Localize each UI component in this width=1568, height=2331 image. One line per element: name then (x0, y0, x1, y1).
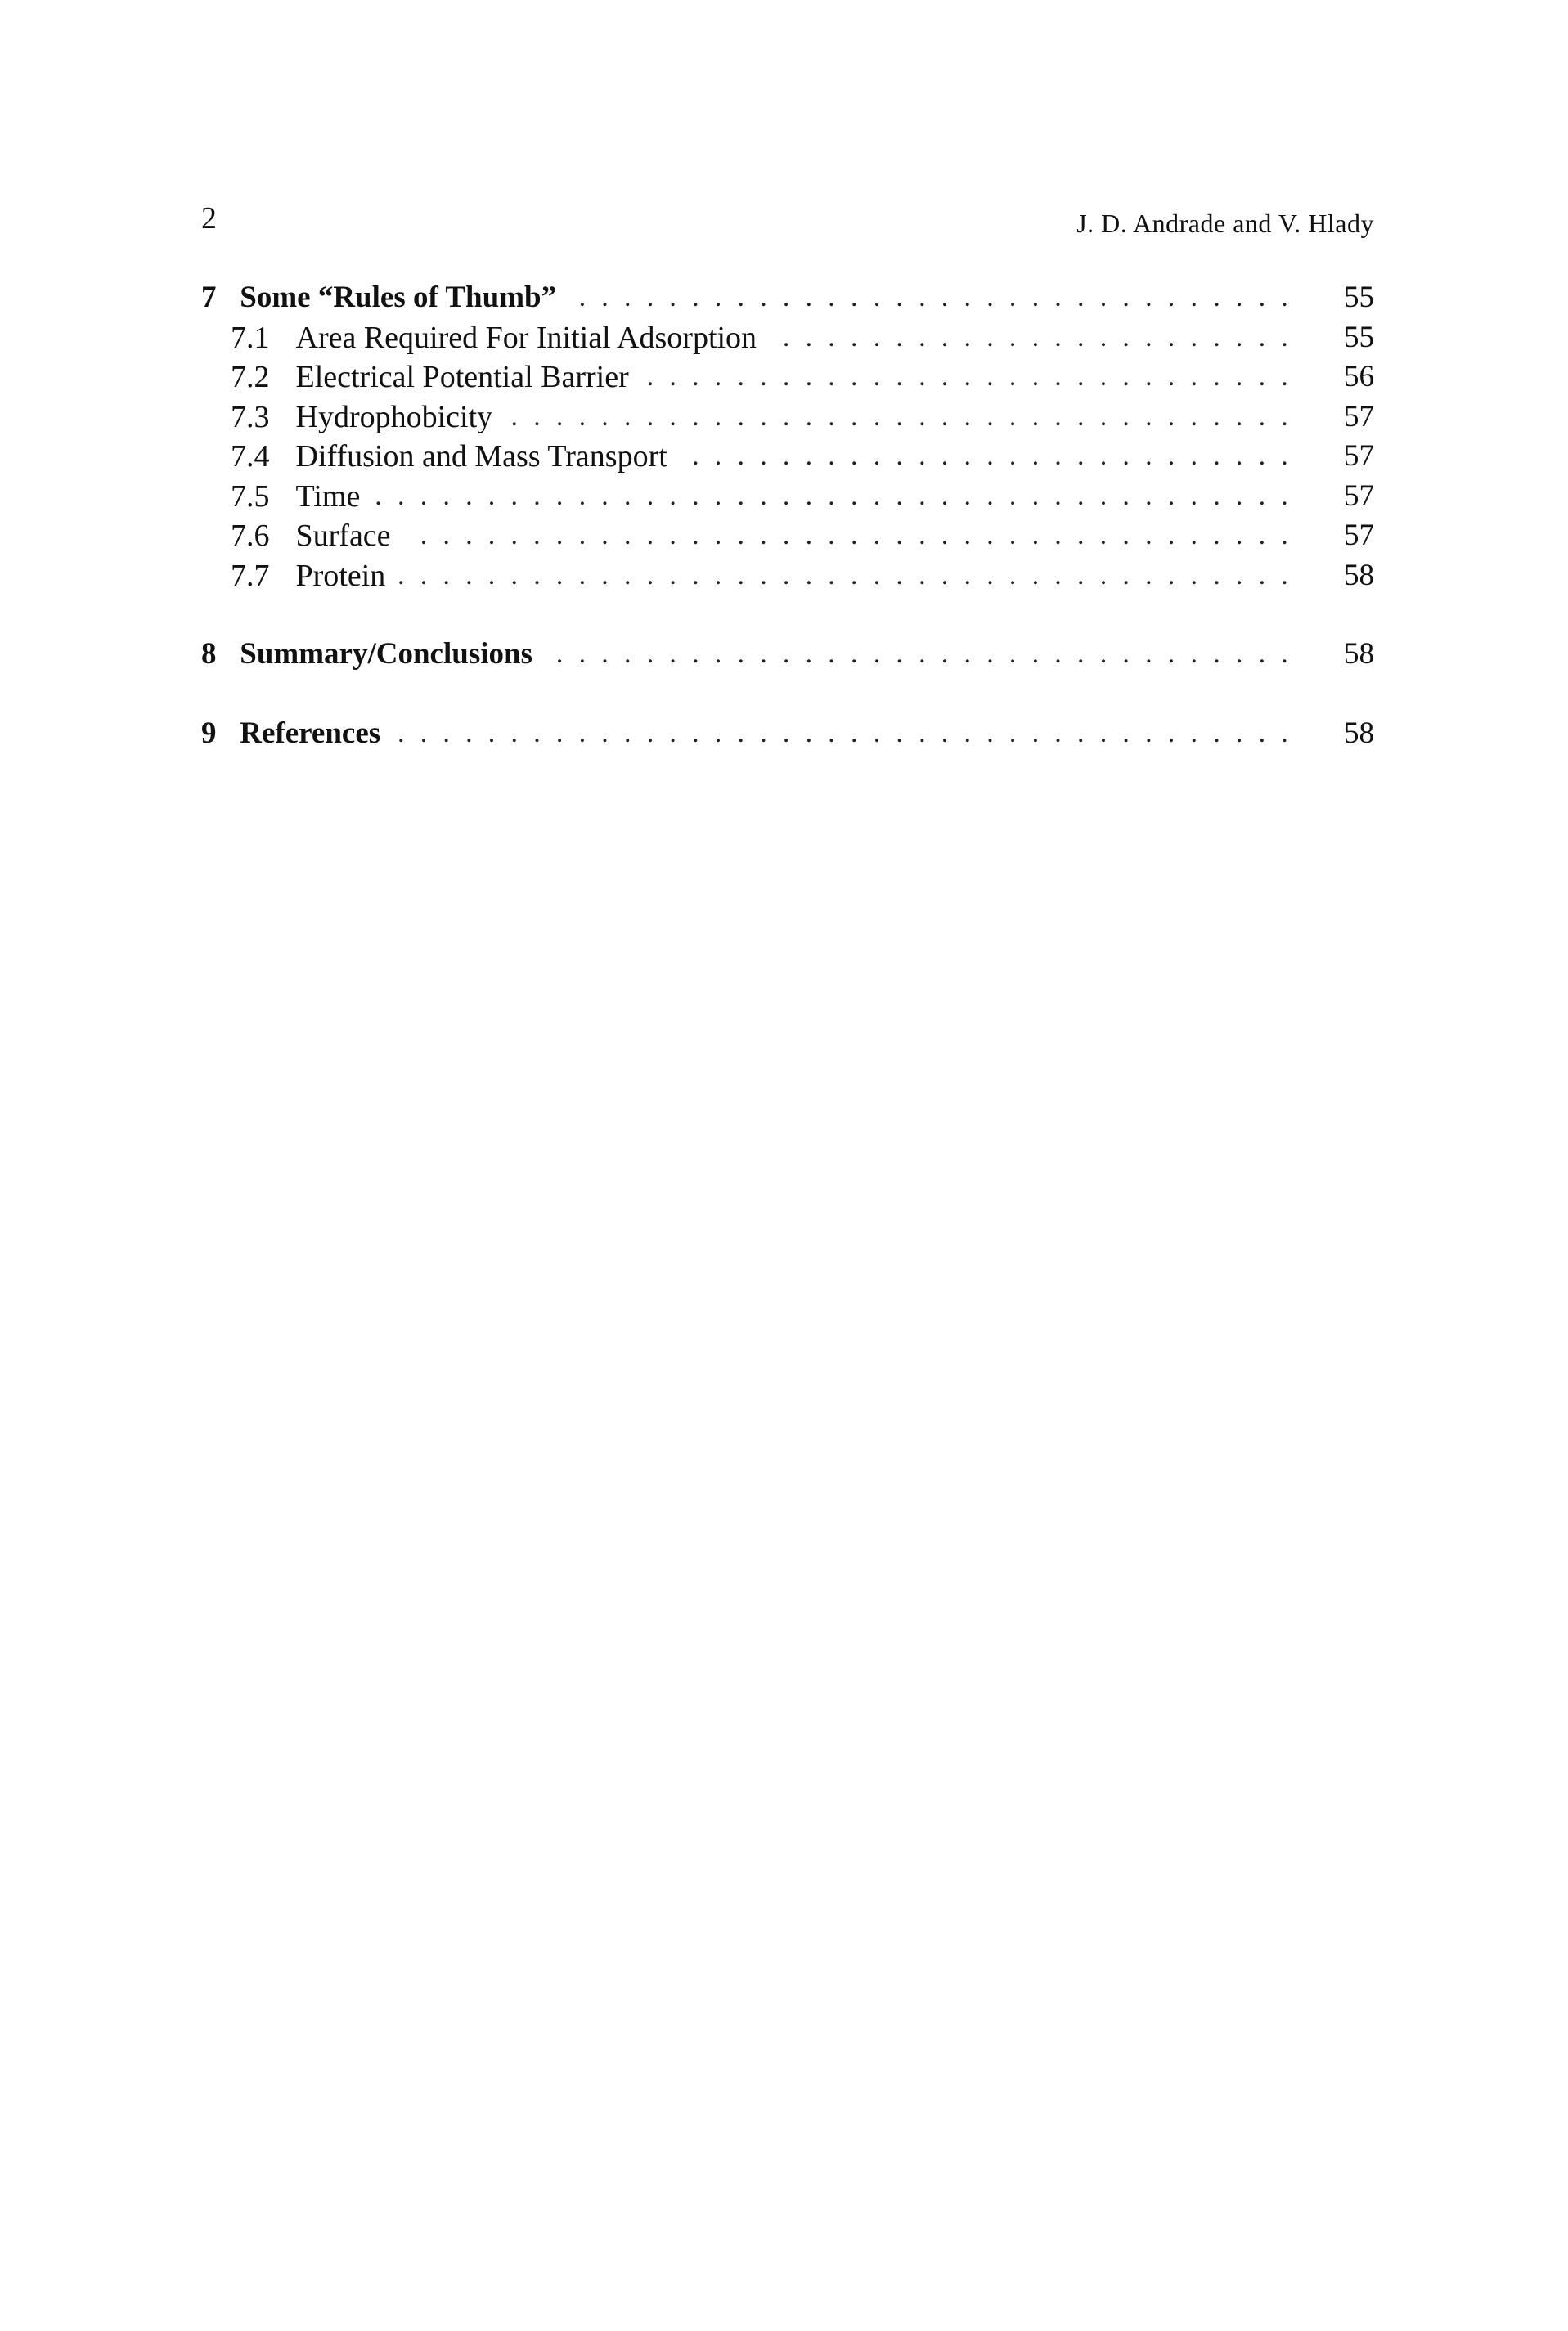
toc-page-number: 56 (1344, 360, 1374, 393)
page-header (201, 198, 1374, 239)
toc-page-number: 58 (1344, 637, 1374, 671)
toc-subsection-title: Area Required For Initial Adsorption (295, 320, 757, 355)
toc-subsection-7-6 (201, 516, 1374, 556)
toc-page-number: 58 (1344, 716, 1374, 750)
toc-subsection-title: Protein (295, 558, 386, 593)
toc-section-number: 9 (201, 716, 217, 750)
toc-section-title: Summary/Conclusions (240, 637, 532, 671)
toc-section-title: Some “Rules of Thumb” (240, 281, 557, 314)
toc-page-number: 57 (1344, 519, 1374, 552)
toc-subsection-7-3 (201, 397, 1374, 438)
toc-subsection-number: 7.3 (231, 399, 270, 434)
toc-subsection-number: 7.5 (231, 478, 270, 514)
toc-subsection-title: Electrical Potential Barrier (295, 360, 629, 394)
section-spacer (201, 595, 1374, 635)
toc-page-number: 57 (1344, 478, 1374, 513)
dot-leader: ....................................... (420, 520, 1304, 550)
toc-section-9 (201, 714, 1374, 754)
toc-subsection-7-2 (201, 357, 1374, 397)
toc-page-number: 57 (1344, 399, 1374, 433)
toc-subsection-7-4 (201, 437, 1374, 477)
toc-subsection-number: 7.6 (231, 519, 270, 553)
dot-leader: ........................................ (398, 559, 1304, 591)
toc-subsection-title: Surface (295, 519, 391, 553)
toc-section-8 (201, 635, 1374, 675)
toc-subsection-title: Hydrophobicity (295, 399, 493, 434)
section-spacer (201, 675, 1374, 714)
toc-page-number: 57 (1344, 439, 1374, 473)
toc-subsection-title: Diffusion and Mass Transport (295, 439, 667, 474)
toc-section-number: 8 (201, 637, 217, 671)
dot-leader: ........................... (692, 441, 1304, 471)
toc-section-title: References (240, 716, 381, 750)
table-of-contents (201, 278, 1374, 753)
toc-subsection-number: 7.7 (231, 558, 270, 593)
page-number: 2 (201, 201, 217, 236)
dot-leader: ................................... (510, 401, 1304, 432)
toc-subsection-number: 7.2 (231, 360, 270, 394)
dot-leader: ......................................... (375, 480, 1304, 511)
toc-subsection-7-5 (201, 477, 1374, 517)
dot-leader: ........................................ (398, 717, 1304, 748)
toc-page-number: 55 (1344, 281, 1374, 314)
toc-subsection-title: Time (295, 478, 361, 514)
toc-subsection-7-1 (201, 318, 1374, 358)
dot-leader: ............................. (646, 362, 1304, 392)
toc-section-7 (201, 278, 1374, 318)
toc-page-number: 55 (1344, 320, 1374, 354)
toc-page-number: 58 (1344, 558, 1374, 592)
dot-leader: ................................ (578, 282, 1304, 312)
toc-section-number: 7 (201, 281, 217, 314)
running-head-authors: J. D. Andrade and V. Hlady (1076, 209, 1374, 238)
dot-leader: ................................. (555, 639, 1304, 669)
dot-leader: ....................... (782, 321, 1304, 353)
toc-subsection-7-7 (201, 556, 1374, 596)
toc-subsection-number: 7.4 (231, 439, 270, 474)
toc-subsection-number: 7.1 (231, 320, 270, 355)
